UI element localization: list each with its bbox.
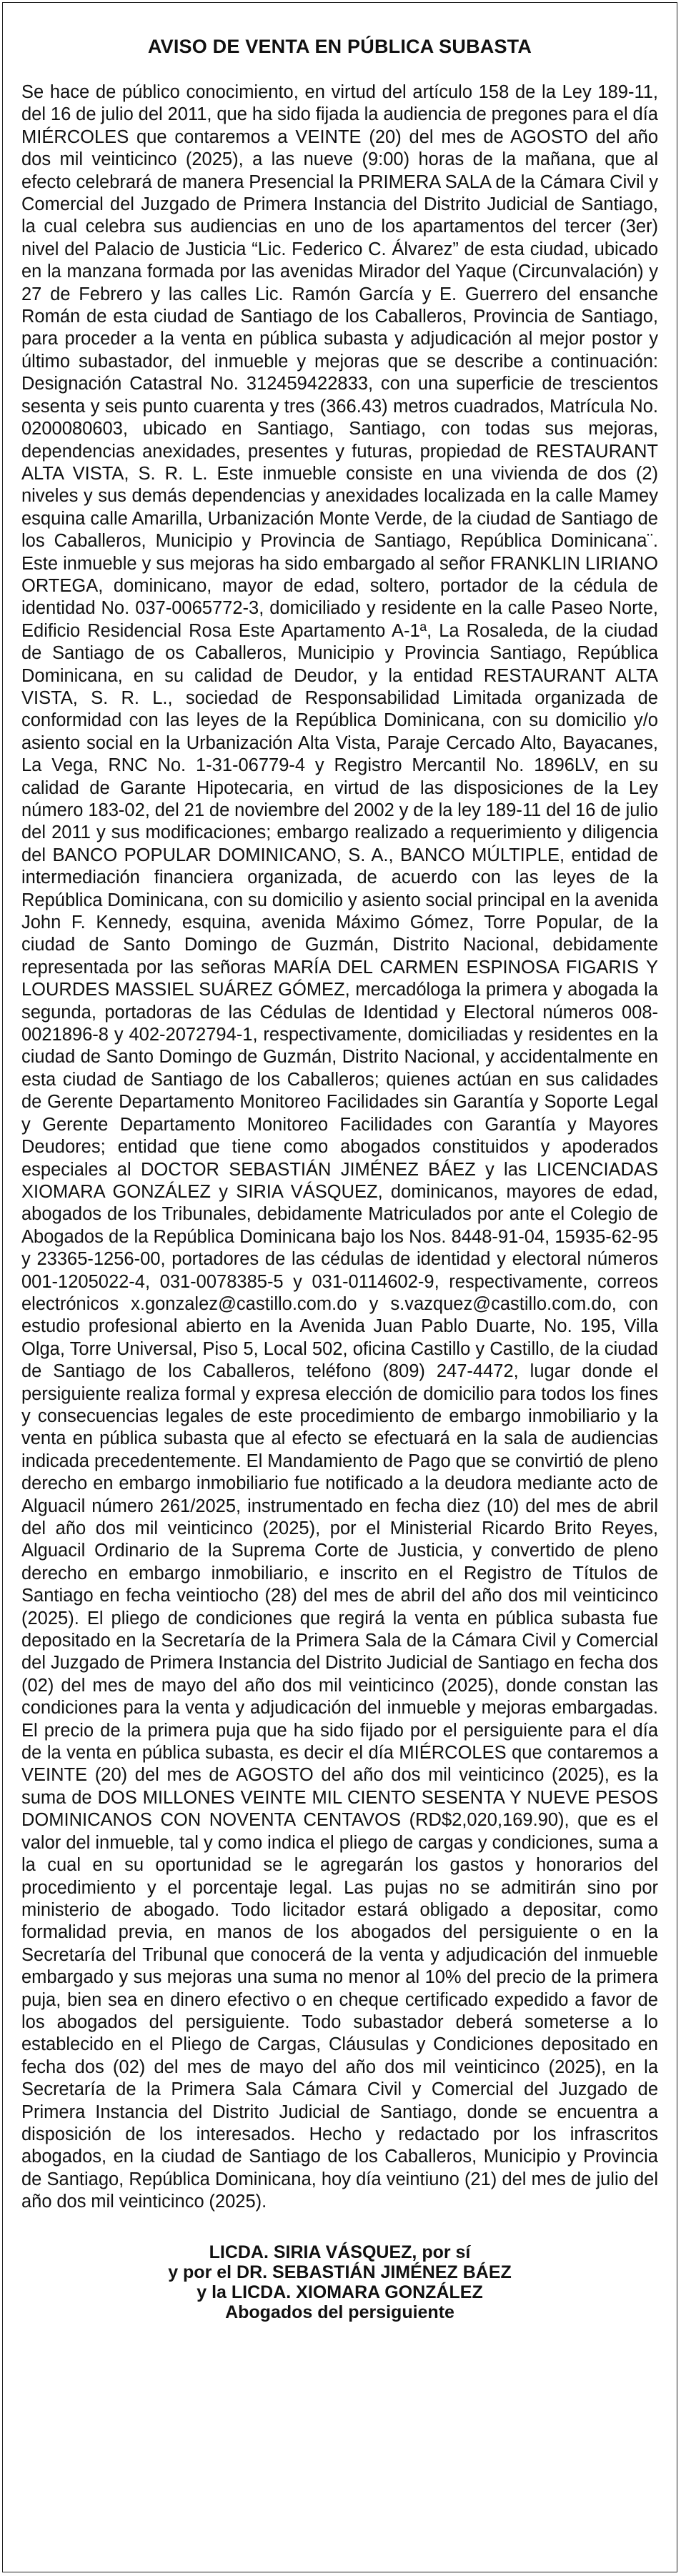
legal-notice	[2, 2, 677, 2572]
notice-body: Se hace de público conocimiento, en virtud del artículo 158 de la Ley 189-11, del 16 de julio del 2011, que ha sido fijada la audiencia de pregones para el día MIÉRCOLES que contaremos a VEINTE (20) del mes de AGOSTO del año dos mil veinticinco (2025), a las nueve (9:00) horas de la mañana, que al efecto celebrará de manera Presencial la PRIMERA SALA de la Cámara Civil y Comercial del Juzgado de Primera Instancia del Distrito Judicial de Santiago, la cual celebra sus audiencias en uno de los apartamentos del tercer (3er) nivel del Palacio de Justicia “Lic. Federico C. Álvarez” de esta ciudad, ubicado en la manzana formada por las avenidas Mirador del Yaque (Circunvalación) y 27 de Febrero y las calles Lic. Ramón García y E. Guerrero del ensanche Román de esta ciudad de Santiago de los Caballeros, Provincia de Santiago, para proceder a la venta en pública subasta y adjudicación al mejor postor y último subastador, del inmueble y mejoras que se describe a continuación: Designación Catastral No. 312459422833, con una superficie de trescientos sesenta y seis punto cuarenta y tres (366.43) metros cuadrados, Matrícula No. 0200080603, ubicado en Santiago, Santiago, con todas sus mejoras, dependencias anexidades, presentes y futuras, propiedad de RESTAURANT ALTA VISTA, S. R. L. Este inmueble consiste en una vivienda de dos (2) niveles y sus demás dependencias y anexidades localizada en la calle Mamey esquina calle Amarilla, Urbanización Monte Verde, de la ciudad de Santiago de los Caballeros, Municipio y Provincia de Santiago, República Dominicana¨. Este inmueble y sus mejoras ha sido embargado al señor FRANKLIN LIRIANO ORTEGA, dominicano, mayor de edad, soltero, portador de la cédula de identidad No. 037-0065772-3, domiciliado y residente en la calle Paseo Norte, Edificio Residencial Rosa Este Apartamento A-1ª, La Rosaleda, de la ciudad de Santiago de os Caballeros, Municipio y Provincia Santiago, República Dominicana, en su calidad de Deudor, y la entidad RESTAURANT ALTA VISTA, S. R. L., sociedad de Responsabilidad Limitada organizada de conformidad con las leyes de la República Dominicana, con su domicilio y/o asiento social en la Urbanización Alta Vista, Paraje Cercado Alto, Bayacanes, La Vega, RNC No. 1-31-06779-4 y Registro Mercantil No. 1896LV, en su calidad de Garante Hipotecaria, en virtud de las disposiciones de la Ley número 183-02, del 21 de noviembre del 2002 y de la ley 189-11 del 16 de julio del 2011 y sus modificaciones; embargo realizado a requerimiento y diligencia del BANCO POPULAR DOMINICANO, S. A., BANCO MÚLTIPLE, entidad de intermediación financiera organizada, de acuerdo con las leyes de la República Dominicana, con su domicilio y asiento social principal en la avenida John F. Kennedy, esquina, avenida Máximo Gómez, Torre Popular, de la ciudad de Santo Domingo de Guzmán, Distrito Nacional, debidamente representada por las señoras MARÍA DEL CARMEN ESPINOSA FIGARIS Y LOURDES MASSIEL SUÁREZ GÓMEZ, mercadóloga la primera y abogada la segunda, portadoras de las Cédulas de Identidad y Electoral números 008-0021896-8 y 402-2072794-1, respectivamente, domiciliadas y residentes en la ciudad de Santo Domingo de Guzmán, Distrito Nacional, y accidentalmente en esta ciudad de Santiago de los Caballeros; quienes actúan en sus calidades de Gerente Departamento Monitoreo Facilidades sin Garantía y Soporte Legal y Gerente Departamento Monitoreo Facilidades con Garantía y Mayores Deudores; entidad que tiene como abogados constituidos y apoderados especiales al DOCTOR SEBASTIÁN JIMÉNEZ BÁEZ y las LICENCIADAS XIOMARA GONZÁLEZ y SIRIA VÁSQUEZ, dominicanos, mayores de edad, abogados de los Tribunales, debidamente Matriculados por ante el Colegio de Abogados de la República Dominicana bajo los Nos. 8448-91-04, 15935-62-95 y 23365-1256-00, portadores de las cédulas de identidad y electoral números 001-1205022-4, 031-0078385-5 y 031-0114602-9, respectivamente, correos electrónicos x.gonzalez@castillo.com.do y s.vazquez@castillo.com.do, con estudio profesional abierto en la Avenida Juan Pablo Duarte, No. 195, Villa Olga, Torre Universal, Piso 5, Local 502, oficina Castillo y Castillo, de la ciudad de Santiago de los Caballeros, teléfono (809) 247-4472, lugar donde el persiguiente realiza formal y expresa elección de domicilio para todos los fines y consecuencias legales de este procedimiento de embargo inmobiliario y la venta en pública subasta que al efecto se efectuará en la sala de audiencias indicada precedentemente. El Mandamiento de Pago que se convirtió de pleno derecho en embargo inmobiliario fue notificado a la deudora mediante acto de Alguacil número 261/2025, instrumentado en fecha diez (10) del mes de abril del año dos mil veinticinco (2025), por el Ministerial Ricardo Brito Reyes, Alguacil Ordinario de la Suprema Corte de Justicia, y convertido de pleno derecho en embargo inmobiliario, e inscrito en el Registro de Títulos de Santiago en fecha veintiocho (28) del mes de abril del año dos mil veinticinco (2025). El pliego de condiciones que regirá la venta en pública subasta fue depositado en la Secretaría de la Primera Sala de la Cámara Civil y Comercial del Juzgado de Primera Instancia del Distrito Judicial de Santiago en fecha dos (02) del mes de mayo del año dos mil veinticinco (2025), donde constan las condiciones para la venta y adjudicación del inmueble y mejoras embargadas. El precio de la primera puja que ha sido fijado por el persiguiente para el día de la venta en pública subasta, es decir el día MIÉRCOLES que contaremos a VEINTE (20) del mes de AGOSTO del año dos mil veinticinco (2025), es la suma de DOS MILLONES VEINTE MIL CIENTO SESENTA Y NUEVE PESOS DOMINICANOS CON NOVENTA CENTAVOS (RD$2,020,169.90), que es el valor del inmueble, tal y como indica el pliego de cargas y condiciones, suma a la cual en su oportunidad se le agregarán los gastos y honorarios del procedimiento y el porcentaje legal. Las pujas no se admitirán sino por ministerio de abogado. Todo licitador estará obligado a depositar, como formalidad previa, en manos de los abogados del persiguiente o en la Secretaría del Tribunal que conocerá de la venta y adjudicación del inmueble embargado y sus mejoras una suma no menor al 10% del precio de la primera puja, bien sea en dinero efectivo o en cheque certificado expedido a favor de los abogados del persiguiente. Todo subastador deberá someterse a lo establecido en el Pliego de Cargas, Cláusulas y Condiciones depositado en fecha dos (02) del mes de mayo del año dos mil veinticinco (2025), en la Secretaría de la Primera Sala Cámara Civil y Comercial del Juzgado de Primera Instancia del Distrito Judicial de Santiago, donde se encuentra a disposición de los interesados. Hecho y redactado por los infrascritos abogados, en la ciudad de Santiago de los Caballeros, Municipio y Provincia de Santiago, República Dominicana, hoy día veintiuno (21) del mes de julio del año dos mil veinticinco (2025).	[21, 82, 658, 2212]
signature-line-4: Abogados del persiguiente	[225, 2302, 454, 2322]
notice-title: AVISO DE VENTA EN PÚBLICA SUBASTA	[147, 36, 532, 57]
signature-line-1: LICDA. SIRIA VÁSQUEZ, por sí	[209, 2242, 471, 2262]
signature-block	[21, 2242, 658, 2322]
signature-line-3: y la LICDA. XIOMARA GONZÁLEZ	[197, 2282, 483, 2302]
signature-line-2: y por el DR. SEBASTIÁN JIMÉNEZ BÁEZ	[168, 2262, 512, 2282]
